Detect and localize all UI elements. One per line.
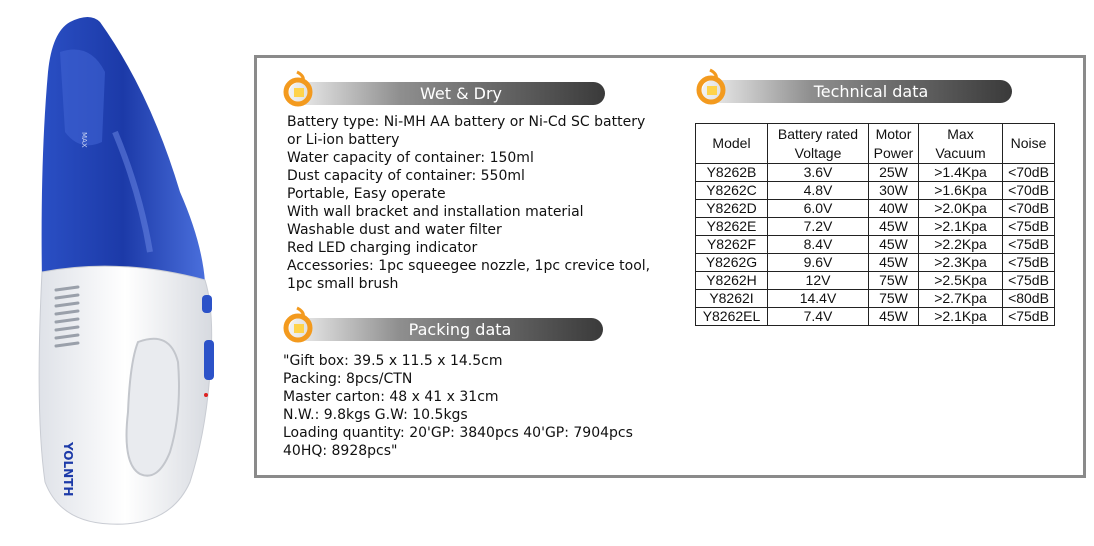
table-cell: 45W [869,218,919,236]
table-cell: 75W [869,272,919,290]
table-cell: <70dB [1003,164,1055,182]
table-cell: 8.4V [768,236,869,254]
spec-line: Water capacity of container: 150ml [287,150,534,166]
technical-header [702,80,1012,103]
header-vacuum: Max Vacuum [919,124,1003,164]
table-cell: 12V [768,272,869,290]
table-body [696,164,1055,326]
table-cell: Y8262F [696,236,768,254]
spec-line: Red LED charging indicator [287,240,478,256]
table-cell: 6.0V [768,200,869,218]
table-cell: 7.2V [768,218,869,236]
table-cell: Y8262E [696,218,768,236]
table-cell: >1.4Kpa [919,164,1003,182]
table-cell: >2.5Kpa [919,272,1003,290]
table-cell: >2.2Kpa [919,236,1003,254]
orange-swirl-icon [281,306,315,344]
table-cell: >1.6Kpa [919,182,1003,200]
packing-line: "Gift box: 39.5 x 11.5 x 14.5cm [283,353,503,369]
spec-line: Battery type: Ni-MH AA battery or Ni-Cd SC battery [287,114,646,130]
packing-line: 40HQ: 8928pcs" [283,443,398,459]
wet-dry-title: Wet & Dry [289,82,605,105]
table-cell: 40W [869,200,919,218]
packing-line: Loading quantity: 20'GP: 3840pcs 40'GP: 7904pcs [283,425,633,441]
technical-title: Technical data [702,80,1012,103]
table-cell: 3.6V [768,164,869,182]
orange-swirl-icon [694,68,728,106]
orange-swirl-icon [281,70,315,108]
table-cell: 45W [869,254,919,272]
wet-dry-text [287,113,650,293]
table-cell: <70dB [1003,200,1055,218]
table-row [696,164,1055,182]
technical-table [695,123,1055,326]
header-voltage: Battery rated Voltage [768,124,869,164]
table-cell: Y8262B [696,164,768,182]
table-cell: <80dB [1003,290,1055,308]
spec-line: With wall bracket and installation material [287,204,584,220]
table-cell: <75dB [1003,218,1055,236]
table-cell: <75dB [1003,236,1055,254]
table-cell: Y8262I [696,290,768,308]
spec-line: or Li-ion battery [287,132,400,148]
table-row [696,254,1055,272]
packing-header [289,318,603,341]
table-header-row [696,124,1055,164]
header-noise: Noise [1003,124,1055,164]
table-row [696,290,1055,308]
table-cell: <75dB [1003,254,1055,272]
table-row [696,236,1055,254]
packing-line: Master carton: 48 x 41 x 31cm [283,389,499,405]
table-cell: <75dB [1003,272,1055,290]
table-cell: 45W [869,308,919,326]
table-cell: Y8262EL [696,308,768,326]
spec-panel [254,55,1086,478]
table-cell: >2.1Kpa [919,308,1003,326]
packing-line: N.W.: 9.8kgs G.W: 10.5kgs [283,407,468,423]
table-row [696,218,1055,236]
table-cell: 9.6V [768,254,869,272]
header-model: Model [696,124,768,164]
spec-line: Washable dust and water filter [287,222,502,238]
table-cell: >2.0Kpa [919,200,1003,218]
table-cell: 4.8V [768,182,869,200]
spec-line: Accessories: 1pc squeegee nozzle, 1pc crevice tool, [287,258,651,274]
table-cell: 14.4V [768,290,869,308]
table-cell: >2.7Kpa [919,290,1003,308]
table-cell: 25W [869,164,919,182]
table-cell: 75W [869,290,919,308]
max-mark: MAX [80,132,88,148]
packing-title: Packing data [289,318,603,341]
table-cell: Y8262C [696,182,768,200]
spec-line: 1pc small brush [287,276,399,292]
table-cell: >2.3Kpa [919,254,1003,272]
table-row [696,308,1055,326]
table-row [696,272,1055,290]
table-cell: Y8262D [696,200,768,218]
table-cell: <70dB [1003,182,1055,200]
table-row [696,182,1055,200]
table-cell: Y8262H [696,272,768,290]
brand-logo: YOLNTH [61,442,75,497]
packing-text [283,352,633,460]
header-power: Motor Power [869,124,919,164]
wet-dry-header [289,82,605,105]
vacuum-cleaner-image [30,12,230,532]
spec-line: Portable, Easy operate [287,186,446,202]
table-cell: 7.4V [768,308,869,326]
table-row [696,200,1055,218]
packing-line: Packing: 8pcs/CTN [283,371,413,387]
table-cell: >2.1Kpa [919,218,1003,236]
spec-line: Dust capacity of container: 550ml [287,168,525,184]
table-cell: Y8262G [696,254,768,272]
table-cell: 45W [869,236,919,254]
table-cell: 30W [869,182,919,200]
table-cell: <75dB [1003,308,1055,326]
